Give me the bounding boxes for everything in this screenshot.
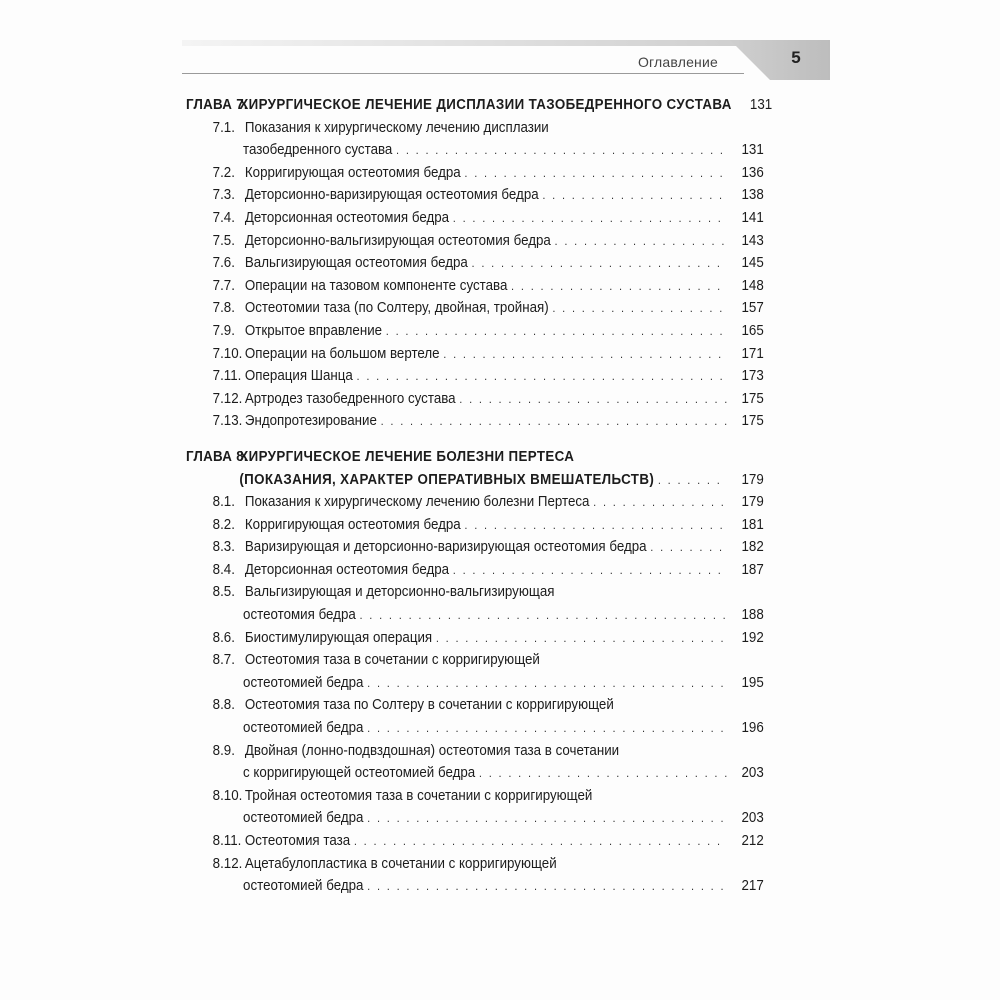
toc-entry[interactable]: [186, 559, 764, 582]
entry-page: 165: [741, 322, 764, 339]
toc-entry-continued[interactable]: [186, 717, 764, 740]
entry-title: Операция Шанца: [244, 368, 353, 385]
leader-dots: [542, 184, 727, 207]
toc-entry[interactable]: [186, 117, 764, 140]
entry-number: 7.13.: [212, 413, 243, 430]
entry-page: 175: [741, 413, 764, 430]
chapter-title: ХИРУРГИЧЕСКОЕ ЛЕЧЕНИЕ ДИСПЛАЗИИ ТАЗОБЕДРЕННОГО СУСТАВА: [239, 97, 732, 113]
entry-page: 182: [741, 539, 764, 556]
toc-entry[interactable]: [186, 230, 764, 253]
chapter-title: ХИРУРГИЧЕСКОЕ ЛЕЧЕНИЕ БОЛЕЗНИ ПЕРТЕСА: [239, 448, 575, 465]
toc-entry[interactable]: [186, 252, 764, 275]
leader-dots: [359, 604, 726, 627]
entry-number: 8.9.: [212, 742, 235, 759]
entry-title: Варизирующая и деторсионно-варизирующая остеотомия бедра: [244, 539, 647, 556]
entry-page: 171: [741, 345, 764, 362]
entry-number: 8.8.: [212, 697, 235, 714]
leader-dots: [453, 207, 727, 230]
leader-dots: [367, 875, 727, 898]
leader-dots: [658, 469, 727, 492]
leader-dots: [367, 672, 727, 695]
header-rule: [182, 73, 744, 74]
entry-number: 7.1.: [212, 119, 235, 136]
leader-dots: [367, 717, 727, 740]
entry-title: Вальгизирующая и деторсионно-вальгизирующая: [244, 584, 555, 601]
entry-page: 143: [741, 232, 764, 249]
entry-page: 195: [741, 674, 764, 691]
toc-entry[interactable]: [186, 275, 764, 298]
chapter-label: ГЛАВА 7.: [186, 97, 248, 113]
chapter-heading[interactable]: [186, 94, 773, 117]
entry-title: Ацетабулопластика в сочетании с корригирующей: [244, 855, 557, 872]
entry-page: 203: [741, 810, 764, 827]
entry-page: 141: [741, 209, 764, 226]
entry-title: Вальгизирующая остеотомия бедра: [244, 255, 468, 272]
header-stripe: [182, 40, 742, 46]
entry-page: 173: [741, 368, 764, 385]
toc-entry[interactable]: [186, 162, 764, 185]
entry-number: 7.7.: [212, 277, 235, 294]
running-header: [182, 40, 830, 80]
leader-dots: [464, 514, 727, 537]
leader-dots: [436, 627, 727, 650]
leader-dots: [357, 365, 727, 388]
leader-dots: [386, 320, 727, 343]
chapter-page: 131: [749, 97, 773, 113]
leader-dots: [367, 807, 727, 830]
page-number: 5: [791, 48, 801, 67]
entry-number: 7.9.: [212, 322, 235, 339]
leader-dots: [650, 536, 727, 559]
entry-page: 212: [741, 833, 764, 849]
entry-number: 7.12.: [212, 390, 243, 407]
entry-title: Артродез тазобедренного сустава: [244, 390, 456, 407]
entry-page: 181: [741, 516, 764, 533]
entry-number: 8.4.: [212, 561, 235, 578]
toc-entry[interactable]: [186, 365, 764, 388]
chapter-heading-continued[interactable]: [186, 469, 764, 492]
entry-page: 157: [741, 300, 764, 317]
entry-title: Показания к хирургическому лечению болезни Пертеса: [244, 494, 590, 511]
leader-dots: [453, 559, 727, 582]
table-of-contents: [186, 94, 773, 898]
toc-entry[interactable]: [186, 207, 764, 230]
entry-title: Открытое вправление: [244, 322, 383, 339]
toc-entry[interactable]: [186, 184, 764, 207]
entry-page: 196: [741, 720, 764, 737]
toc-entry-continued[interactable]: [186, 604, 764, 627]
entry-page: 217: [741, 878, 764, 895]
entry-number: 8.11.: [212, 833, 242, 849]
toc-entry-continued[interactable]: [186, 875, 764, 898]
leader-dots: [381, 410, 727, 433]
entry-page: 188: [741, 607, 764, 624]
leader-dots: [593, 491, 727, 514]
entry-number: 8.12.: [212, 855, 243, 872]
entry-number: 7.4.: [212, 209, 235, 226]
toc-entry[interactable]: [186, 740, 764, 763]
chapter-heading[interactable]: [186, 446, 764, 469]
entry-page: 131: [741, 142, 764, 159]
entry-number: 8.3.: [212, 539, 235, 556]
toc-entry[interactable]: [186, 627, 764, 650]
toc-entry[interactable]: [186, 649, 764, 672]
entry-title: Корригирующая остеотомия бедра: [244, 516, 461, 533]
leader-dots: [555, 230, 727, 253]
entry-title: Остеотомии таза (по Солтеру, двойная, тройная): [244, 300, 549, 317]
entry-title: Тройная остеотомия таза в сочетании с корригирующей: [244, 787, 593, 804]
entry-title-continued: остеотомия бедра: [243, 607, 356, 624]
toc-entry[interactable]: [186, 853, 764, 876]
entry-number: 7.10.: [212, 345, 243, 362]
toc-entry-continued[interactable]: [186, 139, 764, 162]
entry-number: 7.11.: [212, 368, 242, 385]
toc-entry[interactable]: [186, 388, 764, 411]
entry-number: 7.2.: [212, 164, 235, 181]
leader-dots: [354, 830, 727, 853]
entry-title: Операции на тазовом компоненте сустава: [244, 277, 508, 294]
chapter-label: ГЛАВА 8.: [186, 448, 248, 465]
entry-title-continued: остеотомией бедра: [243, 878, 364, 895]
entry-title: Остеотомия таза по Солтеру в сочетании с корригирующей: [244, 697, 614, 714]
entry-title-continued: остеотомией бедра: [243, 674, 364, 691]
entry-title: Эндопротезирование: [244, 413, 377, 430]
leader-dots: [552, 297, 727, 320]
leader-dots: [472, 252, 727, 275]
entry-page: 145: [741, 255, 764, 272]
entry-title: Двойная (лонно-подвздошная) остеотомия таза в сочетании: [244, 742, 620, 759]
entry-title: Деторсионная остеотомия бедра: [244, 561, 450, 578]
entry-title: Деторсионно-варизирующая остеотомия бедра: [244, 187, 539, 204]
entry-page: 203: [741, 765, 764, 782]
entry-number: 8.10.: [212, 787, 243, 804]
toc-entry[interactable]: [186, 410, 764, 433]
entry-title: Показания к хирургическому лечению дисплазии: [244, 119, 549, 136]
toc-entry[interactable]: [186, 785, 764, 808]
entry-title: Остеотомия таза: [244, 833, 351, 849]
chapter-gap: [186, 433, 764, 446]
entry-number: 8.6.: [212, 629, 235, 646]
toc-entry-continued[interactable]: [186, 672, 764, 695]
entry-number: 7.3.: [212, 187, 235, 204]
leader-dots: [464, 162, 727, 185]
leader-dots: [443, 343, 727, 366]
entry-page: 179: [741, 494, 764, 511]
entry-title: Биостимулирующая операция: [244, 629, 433, 646]
entry-number: 7.8.: [212, 300, 235, 317]
toc-entry[interactable]: [186, 694, 764, 717]
toc-entry[interactable]: [186, 581, 764, 604]
running-header-title: Оглавление: [637, 54, 718, 70]
toc-entry-continued[interactable]: [186, 807, 764, 830]
entry-title-continued: тазобедренного сустава: [243, 142, 393, 159]
entry-number: 7.6.: [212, 255, 235, 272]
entry-title: Операции на большом вертеле: [244, 345, 440, 362]
entry-page: 148: [741, 277, 764, 294]
entry-title: Деторсионная остеотомия бедра: [244, 209, 450, 226]
leader-dots: [511, 275, 727, 298]
entry-number: 8.7.: [212, 652, 235, 669]
toc-entry[interactable]: [186, 514, 764, 537]
toc-entry[interactable]: [186, 320, 764, 343]
entry-number: 7.5.: [212, 232, 235, 249]
leader-dots: [459, 388, 727, 411]
entry-title: Остеотомия таза в сочетании с корригирующей: [244, 652, 540, 669]
entry-title-continued: остеотомией бедра: [243, 720, 364, 737]
entry-number: 8.1.: [212, 494, 235, 511]
chapter-page: 179: [741, 471, 764, 488]
toc-entry[interactable]: [186, 297, 764, 320]
entry-number: 8.5.: [212, 584, 235, 601]
entry-title: Деторсионно-вальгизирующая остеотомия бедра: [244, 232, 551, 249]
entry-title-continued: остеотомией бедра: [243, 810, 364, 827]
entry-page: 138: [741, 187, 764, 204]
toc-entry[interactable]: [186, 343, 764, 366]
leader-dots: [479, 762, 727, 785]
toc-entry[interactable]: [186, 536, 764, 559]
leader-dots: [396, 139, 727, 162]
toc-entry-continued[interactable]: [186, 762, 764, 785]
chapter-title-continued: (ПОКАЗАНИЯ, ХАРАКТЕР ОПЕРАТИВНЫХ ВМЕШАТЕЛЬСТВ): [239, 471, 655, 488]
entry-page: 187: [741, 561, 764, 578]
entry-title: Корригирующая остеотомия бедра: [244, 164, 461, 181]
toc-entry[interactable]: [186, 491, 764, 514]
toc-entry[interactable]: [186, 830, 764, 853]
entry-title-continued: с корригирующей остеотомией бедра: [243, 765, 476, 782]
entry-number: 8.2.: [212, 516, 235, 533]
entry-page: 175: [741, 390, 764, 407]
entry-page: 192: [741, 629, 764, 646]
entry-page: 136: [741, 164, 764, 181]
